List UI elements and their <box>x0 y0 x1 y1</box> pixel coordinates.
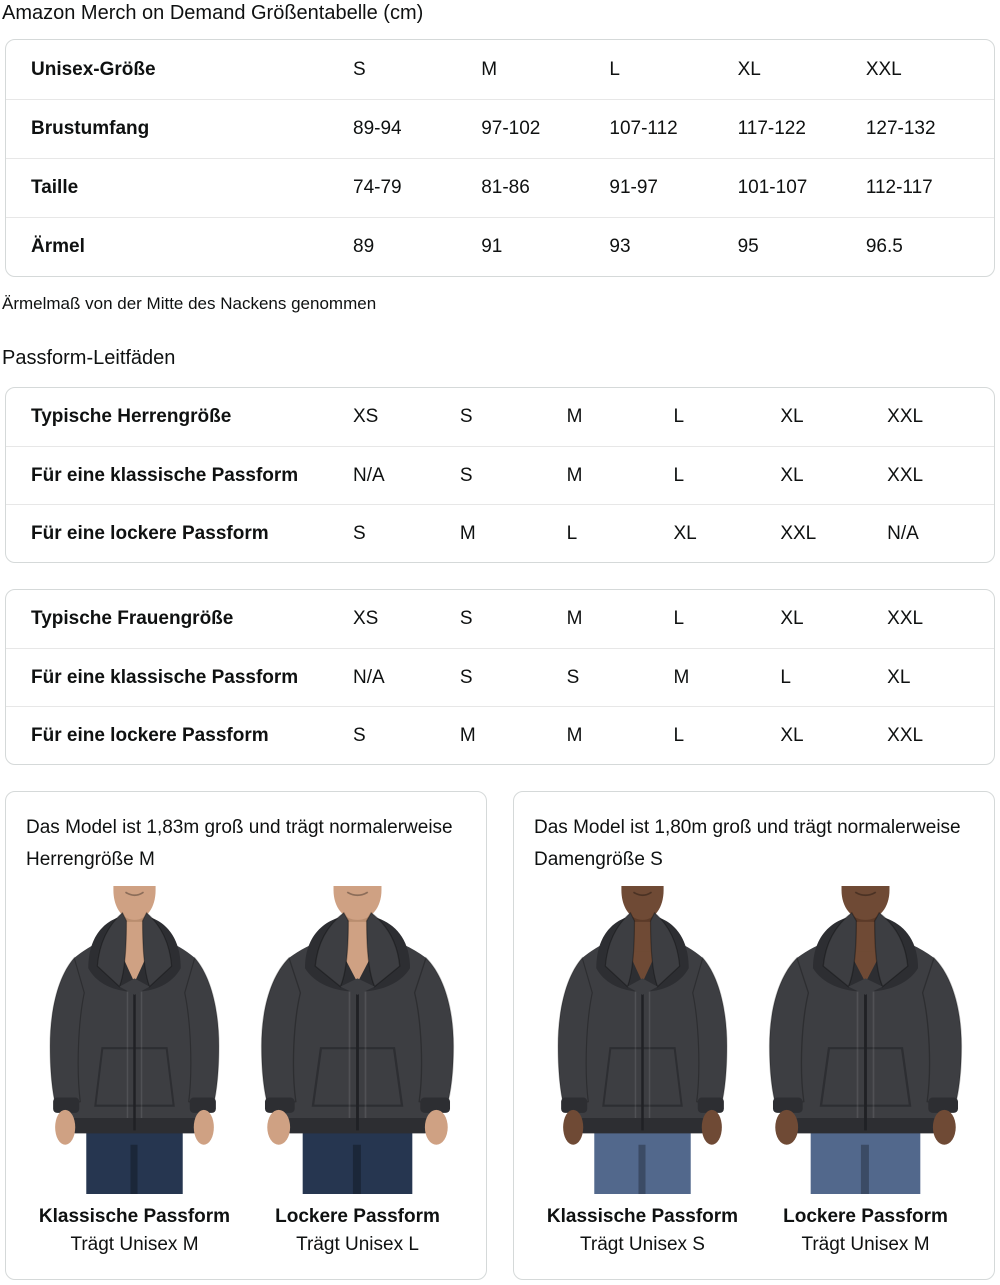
table-cell: 93 <box>609 236 631 257</box>
table-cell: M <box>459 522 476 544</box>
table-cell: 97-102 <box>481 118 541 139</box>
male-model-loose-fit-photo <box>249 886 466 1194</box>
table-cell: 74-79 <box>353 177 402 198</box>
table-cell: XL <box>780 464 804 486</box>
female-model-loose-fit-photo <box>757 886 974 1194</box>
table-row-brustumfang <box>6 99 994 158</box>
fit-label: Klassische Passform <box>38 1206 231 1227</box>
table-cell: 96.5 <box>865 236 903 257</box>
table-cell: 89-94 <box>353 118 402 139</box>
row-label: Brustumfang <box>31 118 150 139</box>
fit-label: Lockere Passform <box>783 1206 948 1227</box>
size-label: Trägt Unisex L <box>296 1234 419 1255</box>
table-cell: XL <box>673 522 697 544</box>
table-row-lockere-passform <box>6 504 994 562</box>
col-header: XS <box>353 406 379 427</box>
table-cell: S <box>459 464 473 486</box>
table-cell: N/A <box>353 666 385 688</box>
row-label: Für eine klassische Passform <box>31 464 299 486</box>
table-cell: N/A <box>353 464 385 486</box>
table-cell: 81-86 <box>481 177 530 198</box>
col-header: L <box>673 406 685 427</box>
table-cell: L <box>780 666 791 688</box>
table-cell: 91-97 <box>609 177 659 198</box>
size-label: Trägt Unisex M <box>801 1234 930 1255</box>
table-cell: M <box>673 666 690 688</box>
fit-label: Klassische Passform <box>546 1206 739 1227</box>
table-cell: 95 <box>737 236 759 257</box>
mens-fit-table <box>5 387 995 563</box>
col-header-l: L <box>609 58 620 80</box>
table-cell: L <box>566 522 578 544</box>
table-cell: L <box>673 724 685 746</box>
size-label: Trägt Unisex S <box>580 1234 705 1255</box>
col-header: L <box>673 608 685 629</box>
col-header: M <box>566 406 583 427</box>
row-label: Für eine lockere Passform <box>31 522 269 544</box>
col-header: XXL <box>887 608 924 629</box>
table-cell: S <box>459 666 473 688</box>
col-header: XL <box>780 608 804 629</box>
womens-fit-table <box>5 589 995 765</box>
row-label-herrengroesse: Typische Herrengröße <box>31 406 232 427</box>
size-label: Trägt Unisex M <box>70 1234 199 1255</box>
model-cards <box>5 791 995 1280</box>
page-title: Amazon Merch on Demand Größentabelle (cm) <box>2 2 424 24</box>
unisex-size-table <box>5 39 995 277</box>
table-cell: 127-132 <box>865 118 936 139</box>
table-row-klassische-passform <box>6 648 994 706</box>
table-cell: S <box>566 666 580 688</box>
row-label: Für eine lockere Passform <box>31 724 269 746</box>
table-row-lockere-passform <box>6 706 994 764</box>
col-header: XS <box>353 608 379 629</box>
model-card-women <box>513 791 995 1280</box>
table-cell: 117-122 <box>737 118 806 139</box>
fit-guides-heading: Passform-Leitfäden <box>2 347 176 369</box>
table-cell: XXL <box>887 464 924 486</box>
table-cell: XL <box>780 724 804 746</box>
model-figure <box>26 886 243 1256</box>
col-header: M <box>566 608 583 629</box>
table-cell: 101-107 <box>737 177 808 198</box>
sleeve-measure-note: Ärmelmaß von der Mitte des Nackens genommen <box>2 294 377 313</box>
col-header-s: S <box>353 58 366 80</box>
col-header-xxl: XXL <box>865 58 902 80</box>
table-cell: 91 <box>481 236 503 257</box>
table-cell: M <box>459 724 476 746</box>
table-header-row <box>6 388 994 446</box>
col-header: XXL <box>887 406 924 427</box>
col-header-m: M <box>481 58 498 80</box>
row-label: Taille <box>31 177 79 198</box>
table-header-row <box>6 40 994 99</box>
model-description: Das Model ist 1,83m groß und trägt normalerweise Herrengröße M <box>26 817 453 870</box>
table-cell: M <box>566 724 583 746</box>
row-label-unisex-groesse: Unisex-Größe <box>31 58 156 80</box>
table-cell: L <box>673 464 685 486</box>
col-header: XL <box>780 406 804 427</box>
table-cell: XXL <box>887 724 924 746</box>
table-cell: S <box>353 724 366 746</box>
table-cell: XXL <box>780 522 817 544</box>
row-label-frauengroesse: Typische Frauengröße <box>31 608 234 629</box>
model-figure <box>534 886 751 1256</box>
row-label: Für eine klassische Passform <box>31 666 299 688</box>
table-cell: 89 <box>353 236 375 257</box>
table-row-klassische-passform <box>6 446 994 504</box>
table-cell: 107-112 <box>609 118 678 139</box>
row-label: Ärmel <box>31 236 85 257</box>
col-header: S <box>459 406 473 427</box>
female-model-classic-fit-photo <box>534 886 751 1194</box>
table-header-row <box>6 590 994 648</box>
table-cell: 112-117 <box>865 177 933 198</box>
table-cell: XL <box>887 666 911 688</box>
table-cell: S <box>353 522 366 544</box>
model-description: Das Model ist 1,80m groß und trägt normalerweise Damengröße S <box>534 817 961 870</box>
model-card-men <box>5 791 487 1280</box>
fit-label: Lockere Passform <box>275 1206 440 1227</box>
table-row-aermel <box>6 217 994 276</box>
col-header-xl: XL <box>737 58 761 80</box>
model-figure <box>757 886 974 1256</box>
table-cell: M <box>566 464 583 486</box>
table-row-taille <box>6 158 994 217</box>
table-cell: N/A <box>887 522 919 544</box>
model-figure <box>249 886 466 1256</box>
male-model-classic-fit-photo <box>26 886 243 1194</box>
col-header: S <box>459 608 473 629</box>
